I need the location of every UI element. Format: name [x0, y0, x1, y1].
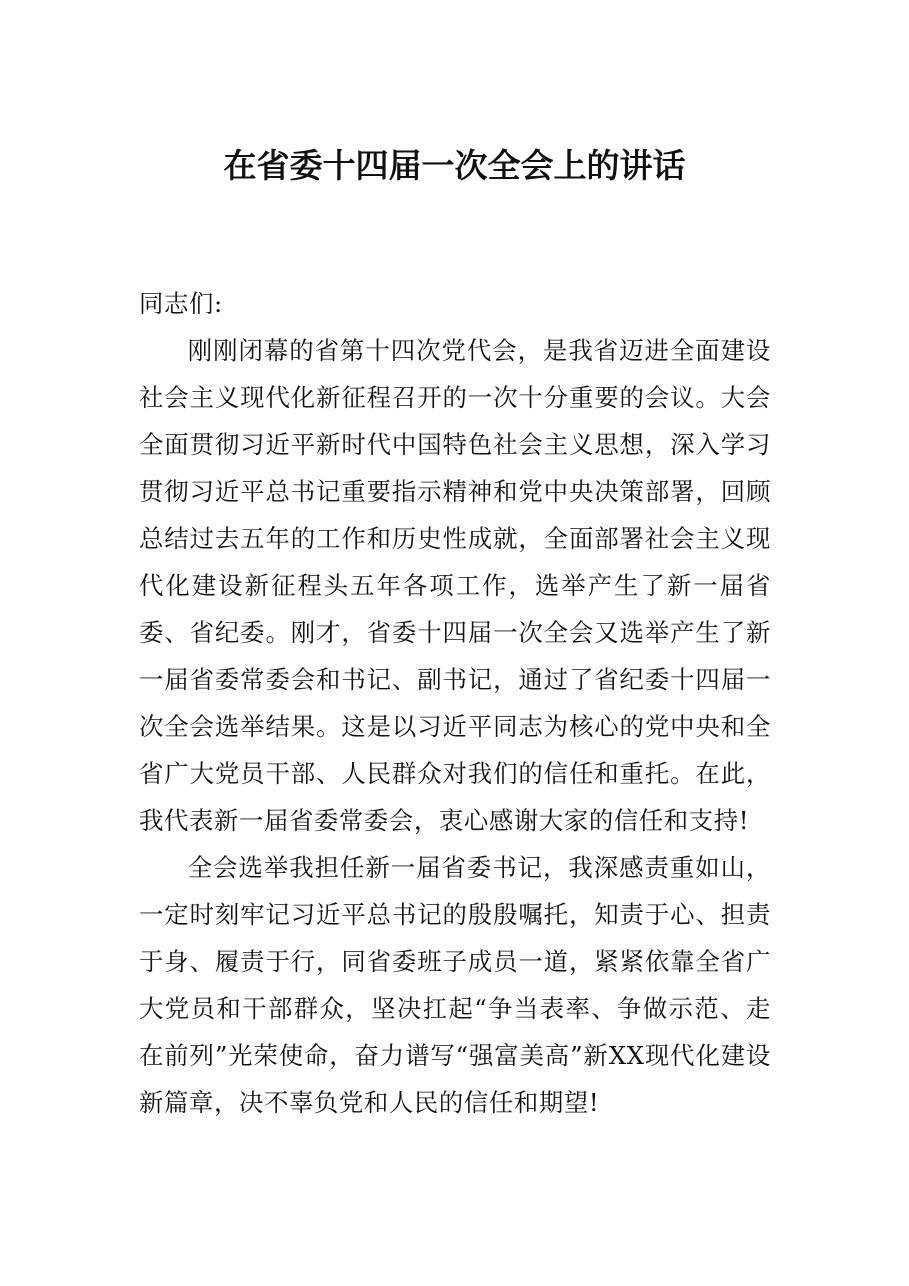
document-body — [139, 280, 771, 1126]
salutation: 同志们: — [139, 289, 223, 318]
paragraph-1: 刚刚闭幕的省第十四次党代会，是我省迈进全面建设社会主义现代化新征程召开的一次十分重要的会议。大会全面贯彻习近平新时代中国特色社会主义思想，深入学习贯彻习近平总书记重要指示精神和党中央决策部署，回顾总结过去五年的工作和历史性成就，全面部署社会主义现代化建设新征程头五年各项工作，选举产生了新一届省委、省纪委。刚才，省委十四届一次全会又选举产生了新一届省委常委会和书记、副书记，通过了省纪委十四届一次全会选举结果。这是以习近平同志为核心的党中央和全省广大党员干部、人民群众对我们的信任和重托。在此，我代表新一届省委常委会，衷心感谢大家的信任和支持! — [139, 336, 771, 835]
paragraph-2: 全会选举我担任新一届省委书记，我深感责重如山，一定时刻牢记习近平总书记的殷殷嘱托，知责于心、担责于身、履责于行，同省委班子成员一道，紧紧依靠全省广大党员和干部群众，坚决扛起“争当表率、争做示范、走在前列”光荣使命，奋力谱写“强富美高”新XX现代化建设新篇章，决不辜负党和人民的信任和期望! — [139, 853, 771, 1117]
document-title: 在省委十四届一次全会上的讲话 — [223, 146, 686, 185]
